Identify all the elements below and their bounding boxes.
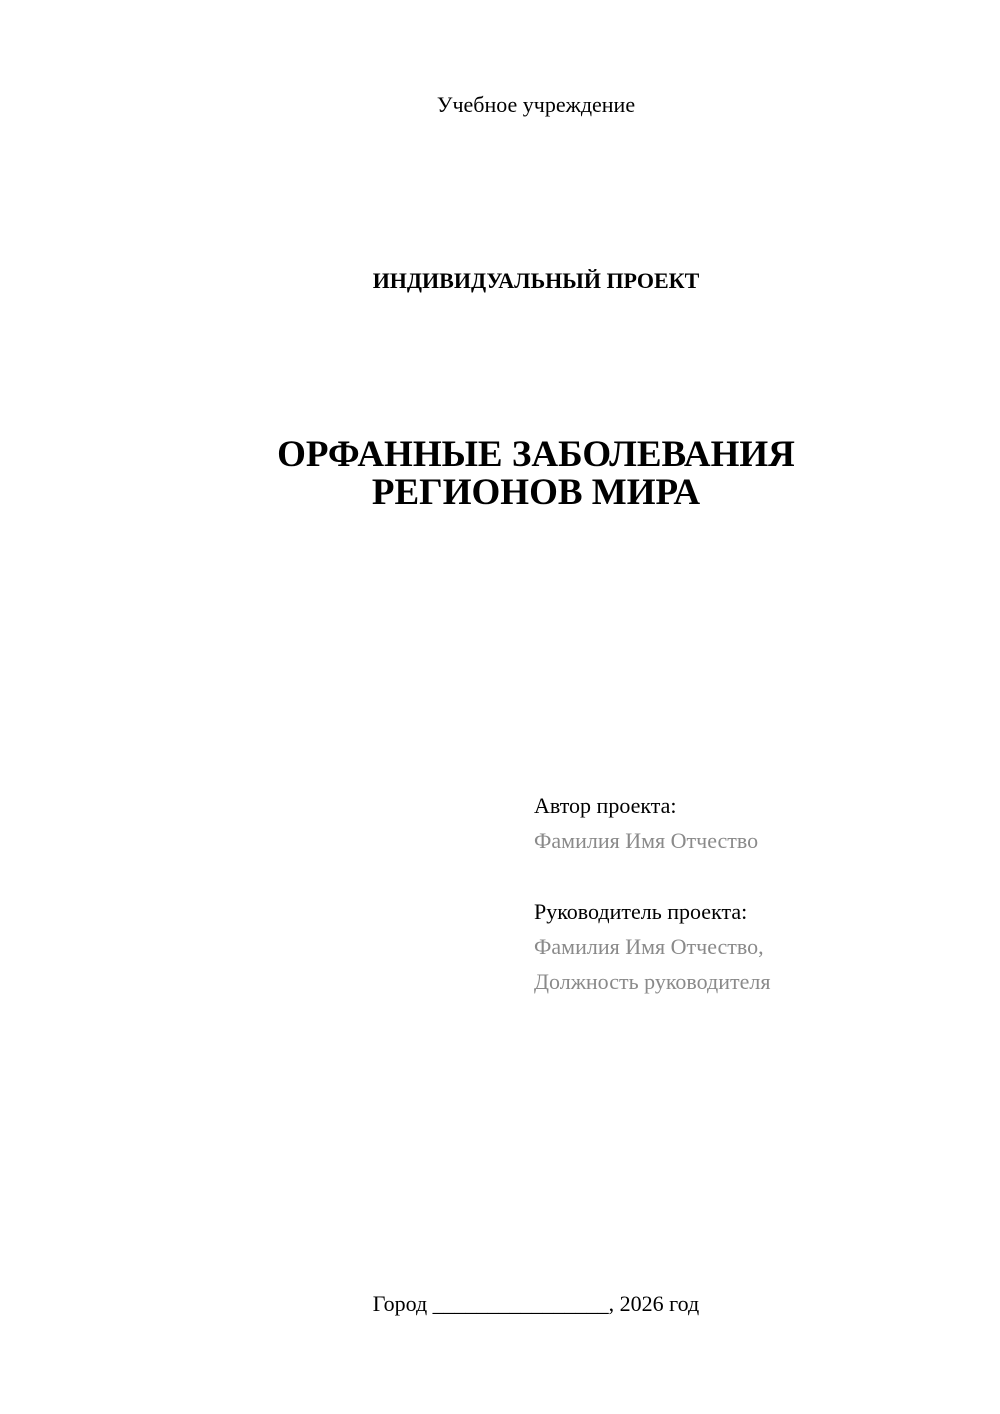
city-year-line: Город ________________, 2026 год [372,1291,700,1316]
project-title [0,436,1000,512]
institution-name: Учебное учреждение [436,92,636,117]
supervisor-label: Руководитель проекта: [534,899,748,924]
project-title-line-2: РЕГИОНОВ МИРА [371,472,701,513]
author-name: Фамилия Имя Отчество [534,828,759,853]
credits-spacer [534,858,974,894]
author-label: Автор проекта: [534,793,677,818]
supervisor-name: Фамилия Имя Отчество, [534,934,764,959]
supervisor-position: Должность руководителя [534,969,771,994]
document-type: ИНДИВИДУАЛЬНЫЙ ПРОЕКТ [372,268,700,293]
project-title-line-1: ОРФАННЫЕ ЗАБОЛЕВАНИЯ [277,434,795,475]
credits-block [534,788,974,999]
